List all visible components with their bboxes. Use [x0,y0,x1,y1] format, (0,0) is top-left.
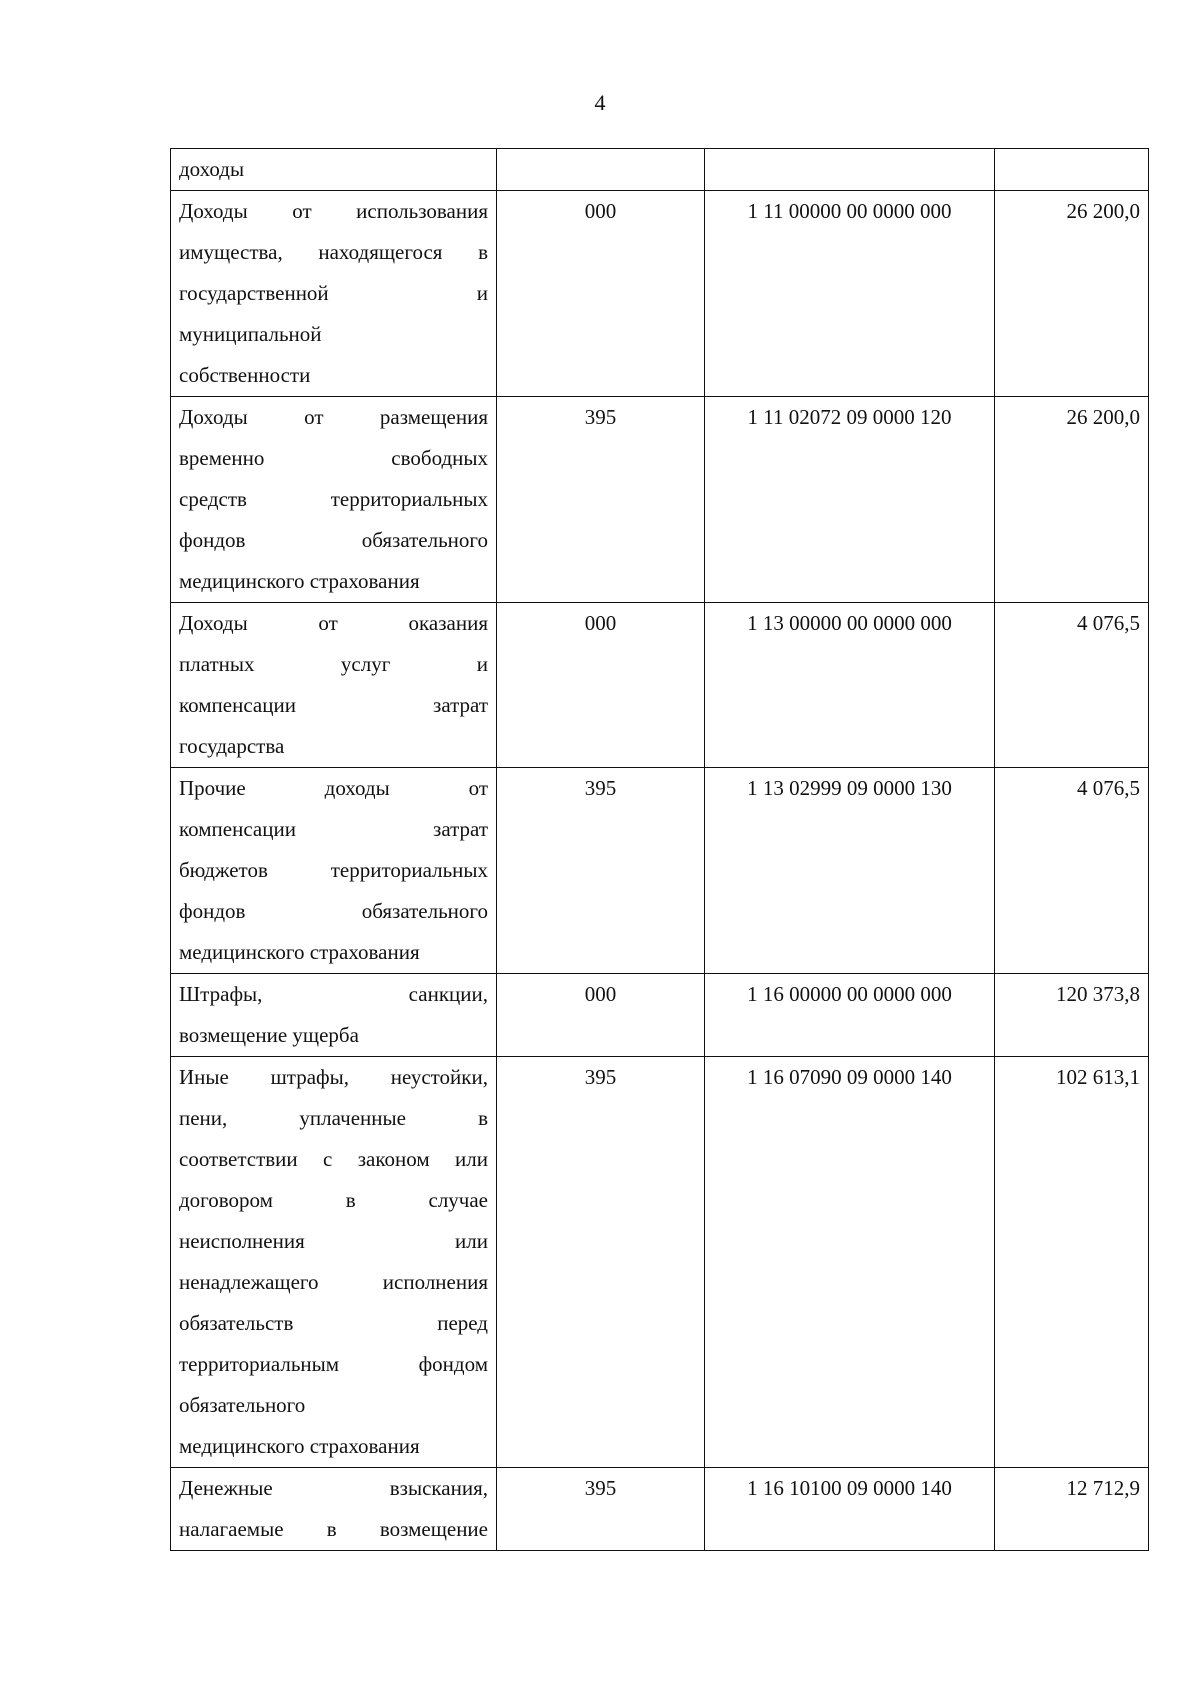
budget-classification-code-cell: 1 13 02999 09 0000 130 [705,768,995,974]
amount-cell: 4 076,5 [995,603,1149,768]
revenue-name-line: платных услуг и [179,652,488,676]
revenue-name-line: государства [179,734,285,758]
table-row [171,974,1149,1057]
amount-cell: 26 200,0 [995,191,1149,397]
admin-code-cell: 395 [497,768,705,974]
page-number: 4 [594,90,606,115]
admin-code-cell: 395 [497,1057,705,1468]
revenue-name-line: компенсации затрат [179,693,488,717]
table-row [171,603,1149,768]
table-row [171,1468,1149,1551]
revenue-name-cell [171,397,497,603]
revenue-name-line: территориальным фондом [179,1352,488,1376]
revenue-name-line: налагаемые в возмещение [179,1517,488,1541]
budget-classification-code-cell: 1 11 00000 00 0000 000 [705,191,995,397]
table-row [171,397,1149,603]
revenue-name-line: Доходы от использования [179,199,488,223]
budget-revenue-table [170,148,1149,1551]
admin-code-cell: 395 [497,1468,705,1551]
budget-classification-code-cell: 1 11 02072 09 0000 120 [705,397,995,603]
budget-classification-code-cell: 1 13 00000 00 0000 000 [705,603,995,768]
revenue-name-line: медицинского страхования [179,569,420,593]
revenue-name-line: Доходы от размещения [179,405,488,429]
admin-code-cell [497,149,705,191]
revenue-name-line: фондов обязательного [179,528,488,552]
revenue-name-cell [171,149,497,191]
admin-code-cell: 000 [497,191,705,397]
revenue-name-line: Иные штрафы, неустойки, [179,1065,488,1089]
admin-code-cell: 395 [497,397,705,603]
revenue-name-line: Доходы от оказания [179,611,488,635]
revenue-name-line: имущества, находящегося в [179,240,488,264]
budget-classification-code-cell: 1 16 07090 09 0000 140 [705,1057,995,1468]
amount-cell [995,149,1149,191]
revenue-name-line: медицинского страхования [179,1434,420,1458]
revenue-name-cell [171,603,497,768]
revenue-name-line: средств территориальных [179,487,488,511]
revenue-name-line: собственности [179,363,311,387]
revenue-name-line: обязательств перед [179,1311,488,1335]
revenue-name-line: Денежные взыскания, [179,1476,488,1500]
revenue-name-line: обязательного [179,1393,306,1417]
budget-classification-code-cell [705,149,995,191]
table-row [171,191,1149,397]
revenue-name-cell [171,768,497,974]
revenue-name-line: бюджетов территориальных [179,858,488,882]
revenue-name-line: временно свободных [179,446,488,470]
revenue-name-line: ненадлежащего исполнения [179,1270,488,1294]
revenue-name-line: фондов обязательного [179,899,488,923]
revenue-name-line: Прочие доходы от [179,776,488,800]
revenue-name-line: компенсации затрат [179,817,488,841]
revenue-name-cell [171,1057,497,1468]
revenue-name-line: доходы [179,157,245,181]
revenue-name-line: государственной и [179,281,488,305]
revenue-name-line: медицинского страхования [179,940,420,964]
amount-cell: 102 613,1 [995,1057,1149,1468]
admin-code-cell: 000 [497,603,705,768]
table-row [171,1057,1149,1468]
amount-cell: 12 712,9 [995,1468,1149,1551]
amount-cell: 26 200,0 [995,397,1149,603]
budget-classification-code-cell: 1 16 10100 09 0000 140 [705,1468,995,1551]
revenue-name-line: муниципальной [179,322,322,346]
table-row [171,768,1149,974]
revenue-name-cell [171,191,497,397]
revenue-name-line: неисполнения или [179,1229,488,1253]
revenue-name-cell [171,974,497,1057]
revenue-name-line: пени, уплаченные в [179,1106,488,1130]
budget-classification-code-cell: 1 16 00000 00 0000 000 [705,974,995,1057]
revenue-name-line: возмещение ущерба [179,1023,359,1047]
table-row [171,149,1149,191]
admin-code-cell: 000 [497,974,705,1057]
revenue-name-line: Штрафы, санкции, [179,982,488,1006]
revenue-name-line: договором в случае [179,1188,488,1212]
revenue-name-line: соответствии с законом или [179,1147,488,1171]
amount-cell: 120 373,8 [995,974,1149,1057]
revenue-name-cell [171,1468,497,1551]
amount-cell: 4 076,5 [995,768,1149,974]
